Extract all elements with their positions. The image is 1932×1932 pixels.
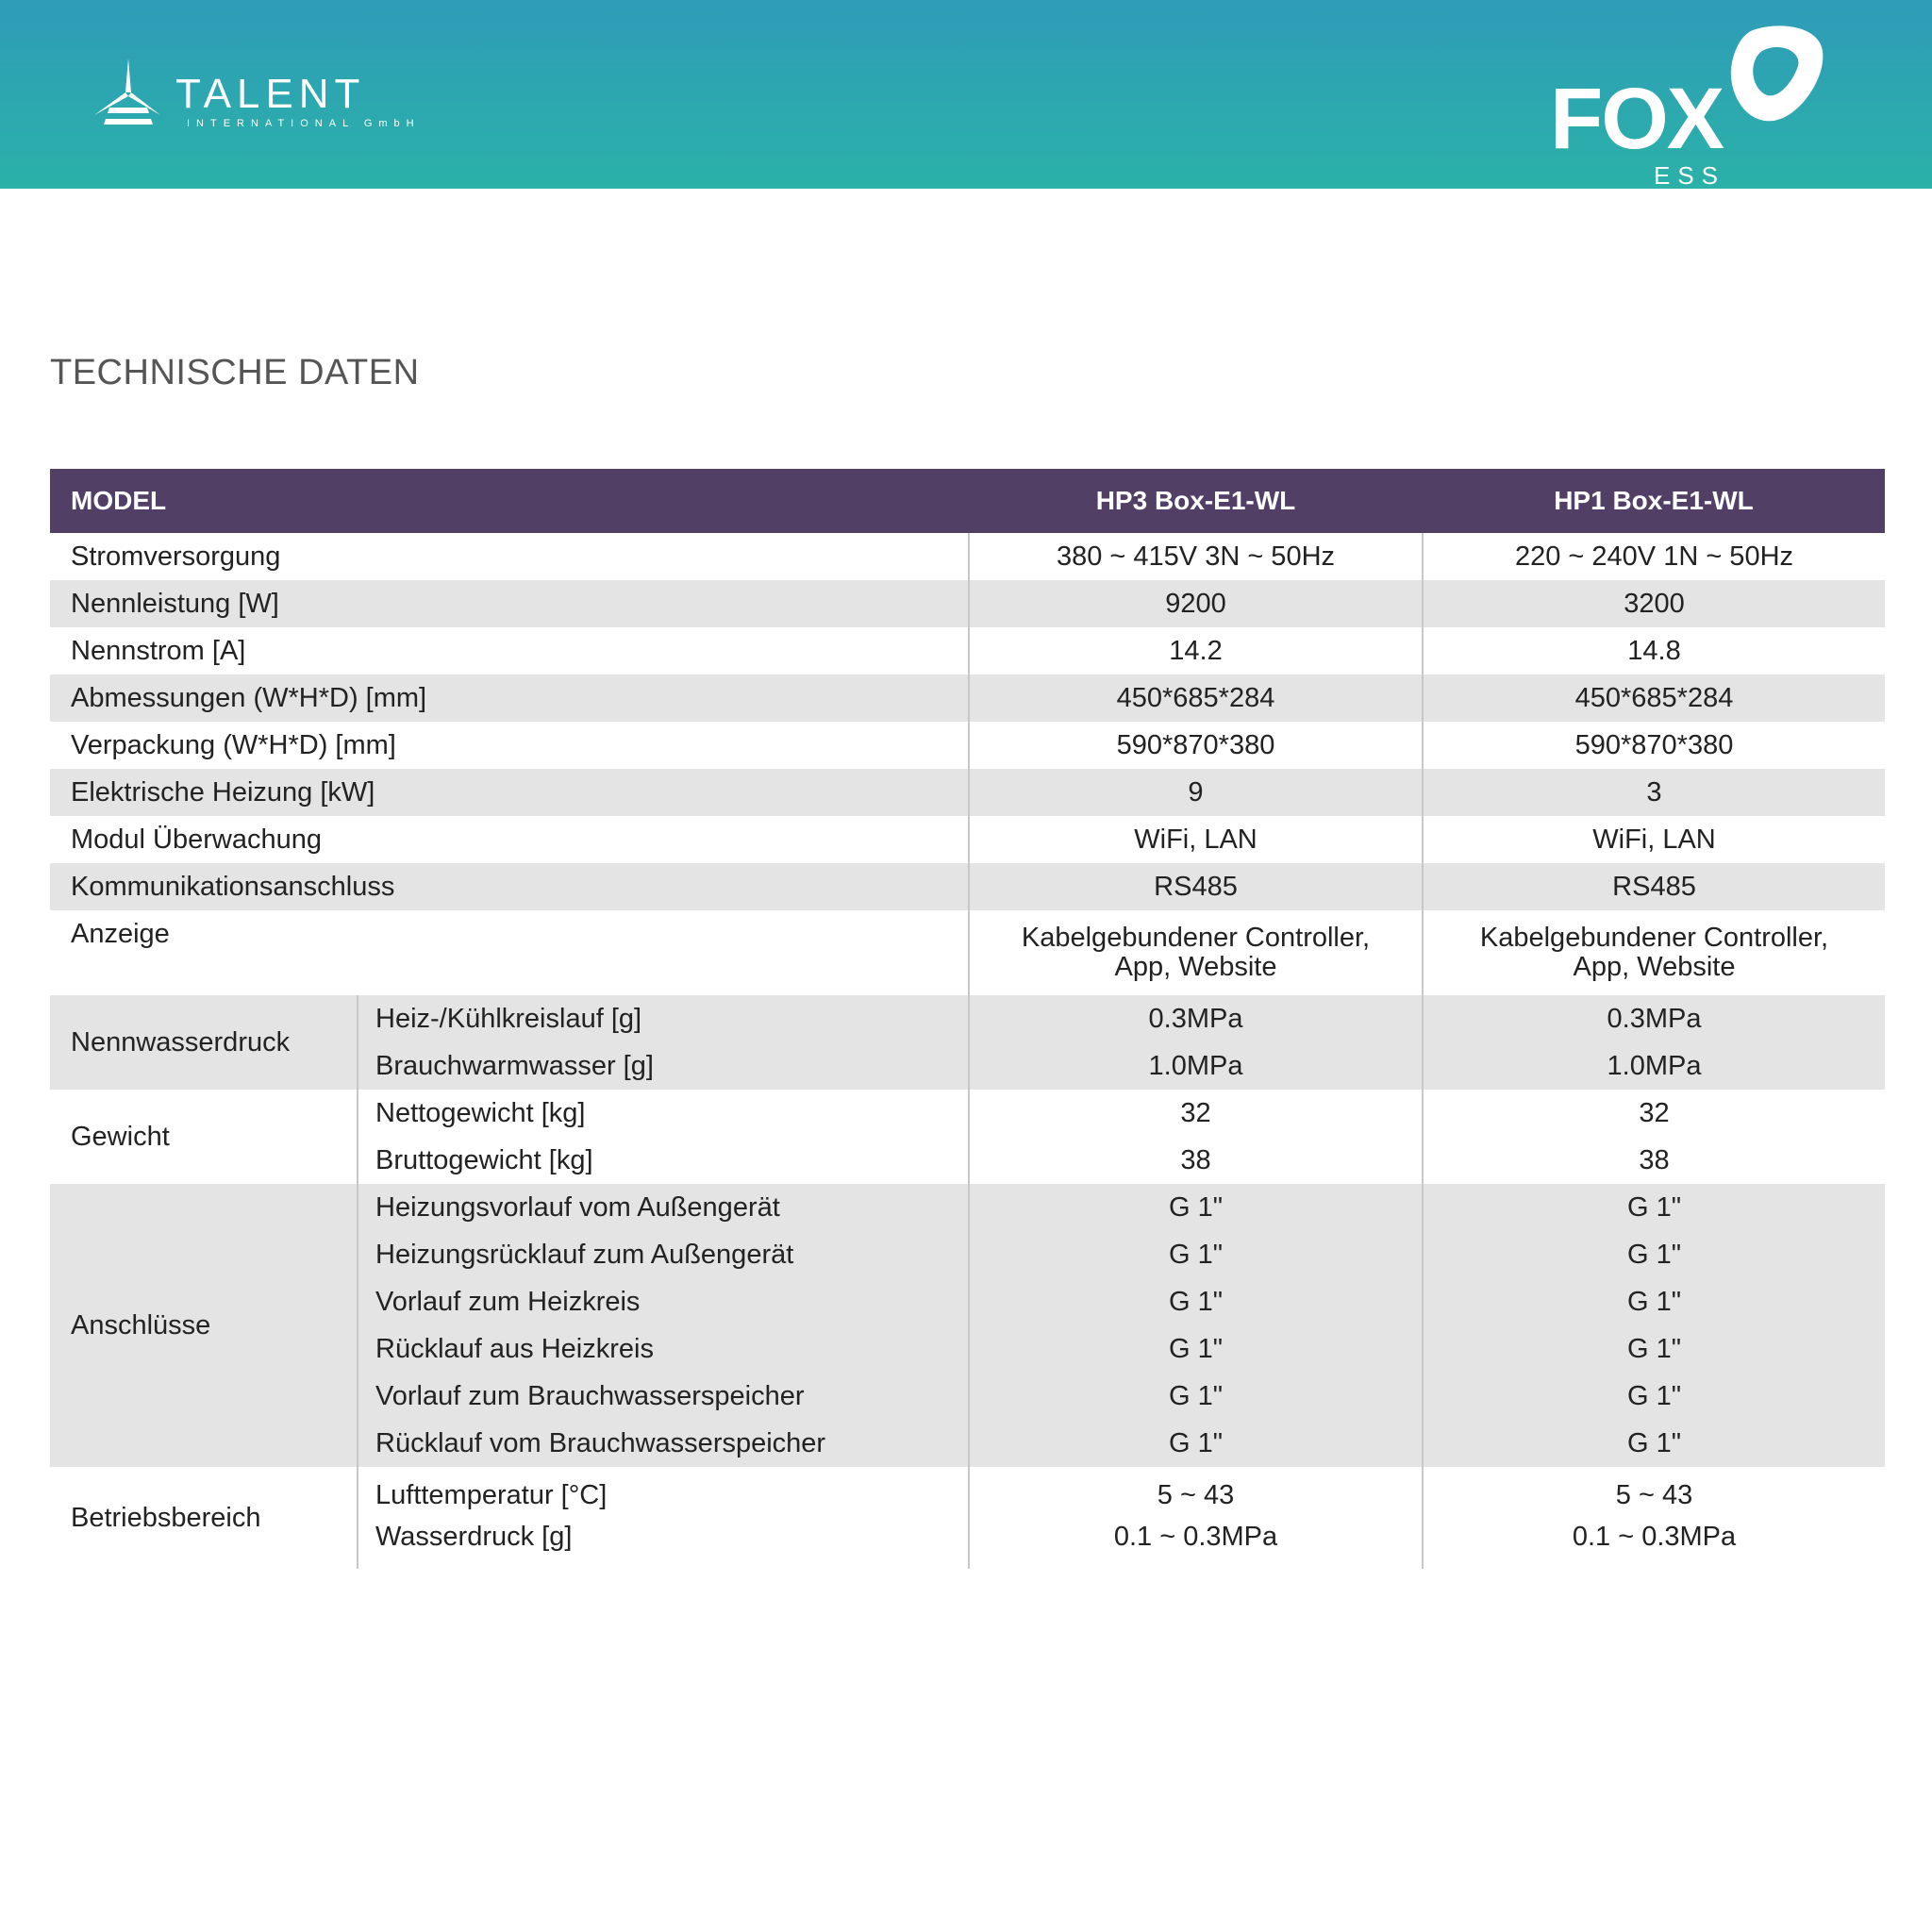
row-value-hp1: 14.8 — [1423, 627, 1885, 675]
sub-value: 5 ~ 43 — [1615, 1480, 1693, 1510]
row-value-hp1: 220 ~ 240V 1N ~ 50Hz — [1423, 533, 1885, 580]
sub-label: Rücklauf aus Heizkreis — [375, 1334, 654, 1364]
sub-label: Brauchwarmwasser [g] — [375, 1051, 654, 1081]
row-value-hp1: WiFi, LAN — [1423, 816, 1885, 863]
row-value-hp1: 590*870*380 — [1423, 722, 1885, 769]
sub-value: G 1" — [1168, 1240, 1224, 1270]
row-value-hp3: 450*685*284 — [969, 675, 1423, 722]
row-value-hp3: 14.2 — [969, 627, 1423, 675]
group-values-hp3 — [969, 1090, 1423, 1184]
row-label: Modul Überwachung — [71, 824, 322, 855]
group-values-hp3 — [969, 1467, 1423, 1569]
value-line: Kabelgebundener Controller, — [1021, 923, 1371, 953]
group-row-anschluesse — [50, 1184, 1885, 1467]
group-sublabels — [358, 1090, 969, 1184]
row-value-hp1: 3200 — [1423, 580, 1885, 627]
sub-value: G 1" — [1168, 1381, 1224, 1411]
page-title: TECHNISCHE DATEN — [50, 353, 420, 392]
group-sublabels — [358, 995, 969, 1090]
sub-value: G 1" — [1168, 1192, 1224, 1223]
row-value-hp3: 9 — [969, 769, 1423, 816]
table-row — [50, 863, 1885, 910]
sub-value: 32 — [1180, 1098, 1211, 1128]
table-header-row — [50, 469, 1885, 533]
sub-value: G 1" — [1626, 1192, 1682, 1223]
row-value-hp3: 590*870*380 — [969, 722, 1423, 769]
sub-label: Wasserdruck [g] — [375, 1522, 573, 1552]
group-values-hp3 — [969, 1184, 1423, 1467]
group-values-hp1 — [1423, 1184, 1885, 1467]
sub-value: G 1" — [1168, 1428, 1224, 1458]
sub-label: Nettogewicht [kg] — [375, 1098, 586, 1128]
row-label: Anzeige — [71, 919, 170, 949]
sub-label: Bruttogewicht [kg] — [375, 1145, 593, 1175]
row-label: Elektrische Heizung [kW] — [50, 769, 969, 816]
group-label: Betriebsbereich — [71, 1502, 261, 1533]
sub-value: G 1" — [1626, 1287, 1682, 1317]
sub-value: G 1" — [1168, 1334, 1224, 1364]
row-label: Stromversorgung — [71, 541, 281, 572]
fox-subtitle: ESS — [1654, 161, 1726, 190]
talent-logo — [94, 58, 421, 134]
sub-value: G 1" — [1626, 1334, 1682, 1364]
table-row — [50, 580, 1885, 627]
group-sublabels — [358, 1184, 969, 1467]
sub-value: 1.0MPa — [1607, 1051, 1702, 1081]
group-label: Gewicht — [71, 1121, 170, 1152]
row-value-hp3: 380 ~ 415V 3N ~ 50Hz — [969, 533, 1423, 580]
sub-label: Rücklauf vom Brauchwasserspeicher — [375, 1428, 826, 1458]
value-line: Kabelgebundener Controller, — [1479, 923, 1829, 953]
table-row — [50, 910, 1885, 995]
sub-label: Vorlauf zum Heizkreis — [375, 1287, 641, 1317]
row-label: Nennleistung [W] — [50, 580, 969, 627]
row-label: Nennstrom [A] — [71, 635, 246, 666]
row-value-hp3 — [969, 910, 1423, 995]
value-line: App, Website — [1573, 952, 1736, 982]
group-values-hp1 — [1423, 1090, 1885, 1184]
sub-label: Heiz-/Kühlkreislauf [g] — [375, 1004, 642, 1034]
sub-value: 38 — [1180, 1145, 1211, 1175]
sub-value: 5 ~ 43 — [1157, 1480, 1235, 1510]
group-row-betriebsbereich — [50, 1467, 1885, 1569]
sub-value: G 1" — [1626, 1381, 1682, 1411]
model-header: MODEL — [50, 469, 969, 533]
table-row — [50, 769, 1885, 816]
row-value-hp3: WiFi, LAN — [969, 816, 1423, 863]
row-value-hp1: 450*685*284 — [1423, 675, 1885, 722]
talent-name: TALENT — [175, 71, 366, 117]
table-row — [50, 816, 1885, 863]
sub-value: G 1" — [1626, 1240, 1682, 1270]
fox-ess-logo — [1547, 23, 1830, 190]
talent-subtitle: INTERNATIONAL GmbH — [187, 118, 421, 129]
header-banner — [0, 0, 1932, 189]
sub-value: 0.3MPa — [1607, 1004, 1702, 1034]
sub-value: 32 — [1639, 1098, 1670, 1128]
table-row — [50, 627, 1885, 675]
group-values-hp3 — [969, 995, 1423, 1090]
group-label: Anschlüsse — [50, 1184, 358, 1467]
sub-value: G 1" — [1626, 1428, 1682, 1458]
row-value-hp3: 9200 — [969, 580, 1423, 627]
fox-swirl-icon — [1724, 23, 1828, 126]
group-sublabels — [358, 1467, 969, 1569]
sub-value: 0.3MPa — [1148, 1004, 1243, 1034]
value-line: App, Website — [1114, 952, 1277, 982]
row-value-hp1 — [1423, 910, 1885, 995]
model-hp3-header: HP3 Box-E1-WL — [969, 469, 1423, 533]
model-hp1-header: HP1 Box-E1-WL — [1423, 469, 1885, 533]
sub-value: 38 — [1639, 1145, 1670, 1175]
sub-label: Heizungsrücklauf zum Außengerät — [375, 1240, 794, 1270]
group-label: Nennwasserdruck — [50, 995, 358, 1090]
table-row — [50, 533, 1885, 580]
sub-label: Lufttemperatur [°C] — [375, 1480, 608, 1510]
spec-table — [50, 469, 1885, 1569]
row-label: Abmessungen (W*H*D) [mm] — [50, 675, 969, 722]
sub-value: 0.1 ~ 0.3MPa — [1113, 1522, 1278, 1552]
sub-label: Heizungsvorlauf vom Außengerät — [375, 1192, 780, 1223]
wind-turbine-icon — [94, 58, 162, 128]
row-label: Verpackung (W*H*D) [mm] — [71, 729, 396, 760]
table-row — [50, 722, 1885, 769]
sub-value: 0.1 ~ 0.3MPa — [1572, 1522, 1737, 1552]
table-row — [50, 675, 1885, 722]
fox-name: FOX — [1550, 71, 1724, 167]
sub-value: G 1" — [1168, 1287, 1224, 1317]
group-row-nennwasserdruck — [50, 995, 1885, 1090]
sub-label: Vorlauf zum Brauchwasserspeicher — [375, 1381, 805, 1411]
row-value-hp1: RS485 — [1423, 863, 1885, 910]
row-value-hp1: 3 — [1423, 769, 1885, 816]
row-label: Kommunikationsanschluss — [50, 863, 969, 910]
group-values-hp1 — [1423, 1467, 1885, 1569]
group-row-gewicht — [50, 1090, 1885, 1184]
group-values-hp1 — [1423, 995, 1885, 1090]
sub-value: 1.0MPa — [1148, 1051, 1243, 1081]
row-value-hp3: RS485 — [969, 863, 1423, 910]
